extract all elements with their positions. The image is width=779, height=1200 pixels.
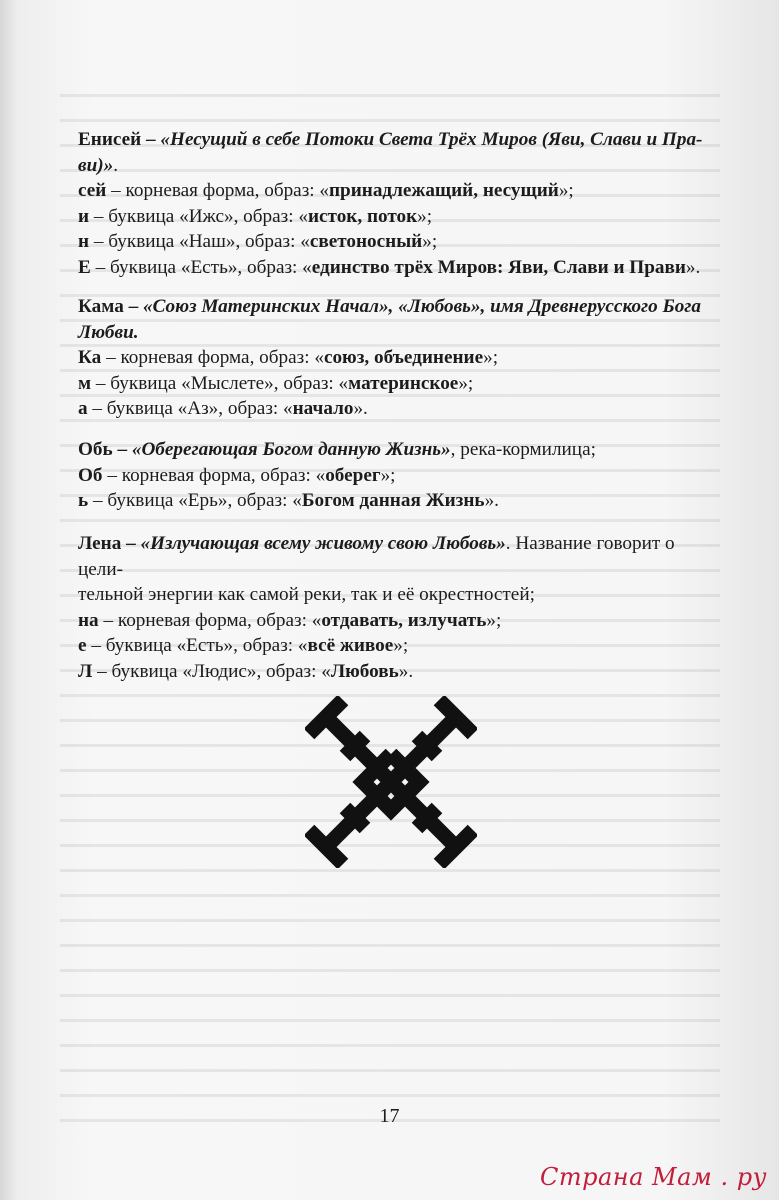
- line-bold: оберег: [325, 464, 381, 486]
- line-text: .: [113, 154, 119, 176]
- entry-lena: [78, 531, 718, 684]
- line-bold: начало: [292, 398, 354, 419]
- line-bold: исток, поток: [307, 205, 418, 227]
- entry-line: [78, 633, 718, 659]
- line-bold: единство трёх Миров: Яви, Слави и Прави: [311, 256, 686, 278]
- line-text: тельной энергии как самой реки, так и её окрестностей;: [78, 584, 535, 605]
- line-head: Лена –: [78, 533, 141, 554]
- line-text: »;: [380, 464, 396, 486]
- entry-line: [78, 437, 718, 463]
- line-head: Ка: [78, 347, 102, 368]
- line-text: – буквица «Ижс», образ: «: [89, 205, 308, 227]
- line-text: »;: [417, 205, 433, 227]
- line-head: ь: [78, 490, 89, 511]
- entry-line: [78, 294, 718, 320]
- line-text: – буквица «Наш», образ: «: [89, 231, 310, 252]
- slavic-symbol-icon: [305, 696, 477, 868]
- line-head: Енисей –: [78, 129, 161, 150]
- line-text: . Название говорит о цели-: [78, 533, 675, 580]
- line-text: – корневая форма, образ: «: [98, 609, 322, 631]
- watermark: Страна Мам . ру: [540, 1163, 767, 1191]
- line-text: – буквица «Мыслете», образ: «: [91, 372, 349, 394]
- line-italic: «Союз Материнских Начал», «Любовь», имя Древнерусского Бога: [142, 296, 701, 317]
- entry-line: [78, 153, 718, 179]
- line-text: – буквица «Людис», образ: «: [92, 660, 331, 682]
- line-italic: «Несущий в себе Потоки Света Трёх Миров (Яви, Слави и Пра-: [160, 129, 703, 150]
- line-head: Кама –: [78, 296, 143, 317]
- entry-line: [78, 178, 718, 204]
- line-italic: ви)»: [78, 154, 114, 176]
- entry-line: [78, 659, 718, 685]
- entry-kama: [78, 294, 718, 422]
- line-head: м: [78, 372, 92, 394]
- line-text: ».: [484, 490, 499, 511]
- line-text: – корневая форма, образ: «: [102, 464, 326, 486]
- entry-line: [78, 320, 718, 346]
- entry-line: [78, 488, 718, 514]
- entry-line: [78, 463, 718, 489]
- line-text: – буквица «Есть», образ: «: [86, 635, 308, 656]
- line-head: Л: [78, 660, 93, 682]
- entry-line: [78, 345, 718, 371]
- line-text: – корневая форма, образ: «: [101, 347, 324, 368]
- line-text: ».: [353, 398, 368, 419]
- entry-line: [78, 127, 718, 153]
- line-text: – буквица «Есть», образ: «: [90, 256, 312, 278]
- line-text: »;: [558, 180, 574, 201]
- line-text: »;: [458, 372, 474, 394]
- line-head: Е: [78, 256, 91, 278]
- line-italic: «Оберегающая Богом данную Жизнь»: [131, 439, 451, 460]
- page-number: 17: [379, 1105, 400, 1127]
- line-bold: светоносный: [309, 231, 423, 252]
- line-text: , река-кормилица;: [450, 439, 596, 460]
- entry-line: [78, 229, 718, 255]
- line-italic: Любви.: [78, 321, 139, 343]
- line-bold: союз, объединение: [323, 347, 484, 368]
- line-head: н: [78, 231, 90, 252]
- line-head: сей: [78, 180, 107, 201]
- line-head: и: [78, 205, 90, 227]
- line-bold: принадлежащий, несущий: [329, 180, 559, 201]
- line-text: – буквица «Ерь», образ: «: [88, 490, 302, 511]
- entry-line: [78, 371, 718, 397]
- line-text: ».: [685, 256, 701, 278]
- line-text: ».: [398, 660, 414, 682]
- line-head: Об: [78, 464, 103, 486]
- line-text: »;: [486, 609, 502, 631]
- line-bold: материнское: [348, 372, 459, 394]
- line-text: – буквица «Аз», образ: «: [87, 398, 293, 419]
- entry-line: [78, 255, 718, 281]
- line-text: – корневая форма, образ: «: [106, 180, 329, 201]
- entry-line: [78, 608, 718, 634]
- line-head: а: [78, 398, 88, 419]
- entry-line: [78, 204, 718, 230]
- line-italic: «Излучающая всему живому свою Любовь»: [140, 533, 506, 554]
- entry-line: [78, 582, 718, 608]
- line-head: е: [78, 635, 87, 656]
- line-bold: отдавать, излучать: [321, 609, 487, 631]
- line-text: »;: [483, 347, 499, 368]
- line-bold: всё живое: [307, 635, 394, 656]
- line-bold: Богом данная Жизнь: [301, 490, 485, 511]
- line-head: на: [78, 609, 99, 631]
- entry-ob: [78, 437, 718, 514]
- entry-line: [78, 531, 718, 582]
- line-head: Обь –: [78, 439, 132, 460]
- line-text: »;: [422, 231, 438, 252]
- entry-yenisei: [78, 127, 718, 280]
- entry-line: [78, 396, 718, 422]
- line-bold: Любовь: [330, 660, 399, 682]
- line-text: »;: [393, 635, 409, 656]
